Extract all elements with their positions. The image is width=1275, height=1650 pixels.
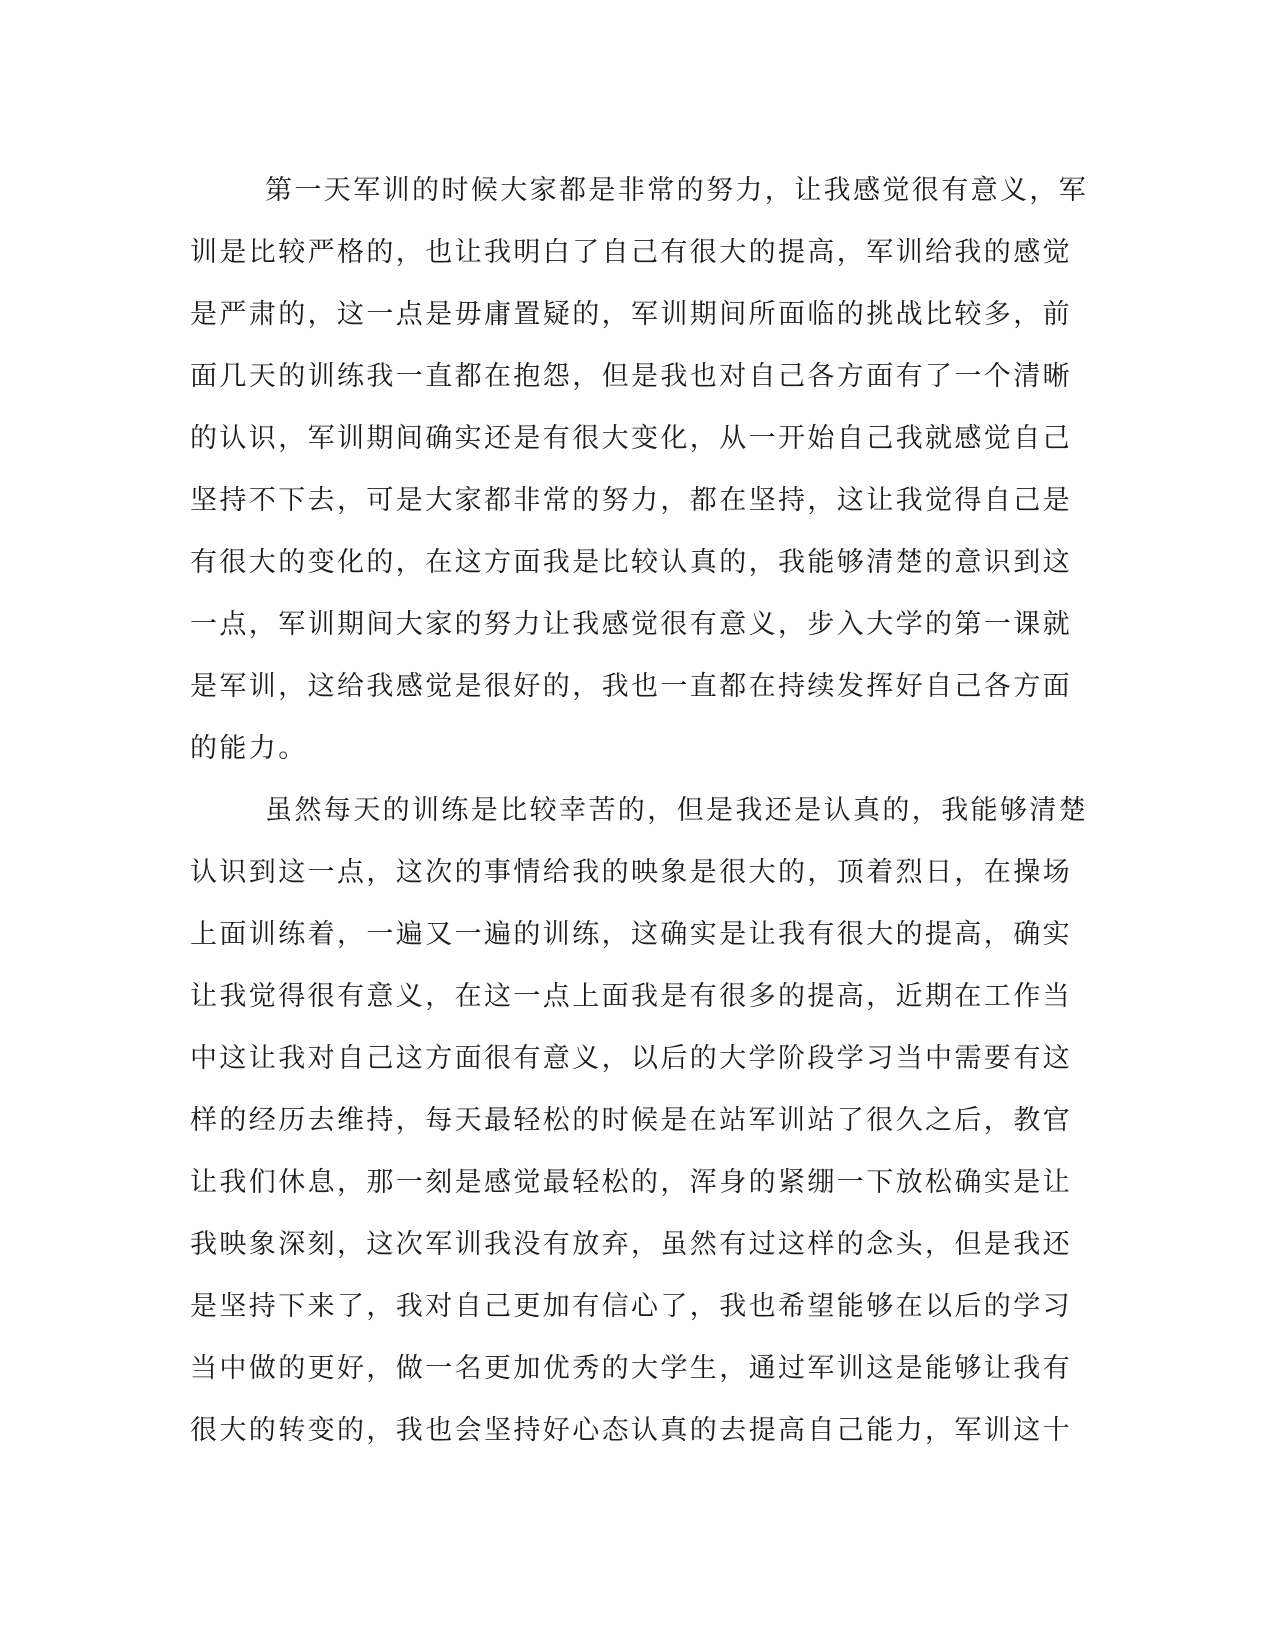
paragraph-1-line-2: 训是比较严格的，也让我明白了自己有很大的提高，军训给我的感觉 xyxy=(190,237,1072,268)
paragraph-2-line-5: 中这让我对自己这方面很有意义，以后的大学阶段学习当中需要有这 xyxy=(190,1043,1072,1074)
paragraph-2-line-11: 很大的转变的，我也会坚持好心态认真的去提高自己能力，军训这十 xyxy=(190,1415,1072,1446)
paragraph-1-line-8: 一点，军训期间大家的努力让我感觉很有意义，步入大学的第一课就 xyxy=(190,609,1072,640)
paragraph-1-line-3: 是严肃的，这一点是毋庸置疑的，军训期间所面临的挑战比较多，前 xyxy=(190,299,1072,330)
paragraph-2-line-9: 是坚持下来了，我对自己更加有信心了，我也希望能够在以后的学习 xyxy=(190,1291,1072,1322)
paragraph-2-line-4: 让我觉得很有意义，在这一点上面我是有很多的提高，近期在工作当 xyxy=(190,981,1072,1012)
paragraph-2-line-7: 让我们休息，那一刻是感觉最轻松的，浑身的紧绷一下放松确实是让 xyxy=(190,1167,1072,1198)
paragraph-2-line-8: 我映象深刻，这次军训我没有放弃，虽然有过这样的念头，但是我还 xyxy=(190,1229,1072,1260)
paragraph-2-line-1: 虽然每天的训练是比较幸苦的，但是我还是认真的，我能够清楚 xyxy=(265,795,1089,826)
paragraph-1-line-4: 面几天的训练我一直都在抱怨，但是我也对自己各方面有了一个清晰 xyxy=(190,361,1072,392)
paragraph-2-line-6: 样的经历去维持，每天最轻松的时候是在站军训站了很久之后，教官 xyxy=(190,1105,1072,1136)
paragraph-2-line-10: 当中做的更好，做一名更加优秀的大学生，通过军训这是能够让我有 xyxy=(190,1353,1072,1384)
paragraph-1-line-1: 第一天军训的时候大家都是非常的努力，让我感觉很有意义，军 xyxy=(265,175,1089,206)
document-body xyxy=(190,160,1090,1462)
paragraph-1-line-9: 是军训，这给我感觉是很好的，我也一直都在持续发挥好自己各方面 xyxy=(190,671,1072,702)
paragraph-2-line-3: 上面训练着，一遍又一遍的训练，这确实是让我有很大的提高，确实 xyxy=(190,919,1072,950)
paragraph-1-line-7: 有很大的变化的，在这方面我是比较认真的，我能够清楚的意识到这 xyxy=(190,547,1072,578)
paragraph-1-line-5: 的认识，军训期间确实还是有很大变化，从一开始自己我就感觉自己 xyxy=(190,423,1072,454)
paragraph-1-line-6: 坚持不下去，可是大家都非常的努力，都在坚持，这让我觉得自己是 xyxy=(190,485,1072,516)
paragraph-1-line-10: 的能力。 xyxy=(190,733,308,764)
paragraph-2-line-2: 认识到这一点，这次的事情给我的映象是很大的，顶着烈日，在操场 xyxy=(190,857,1072,888)
